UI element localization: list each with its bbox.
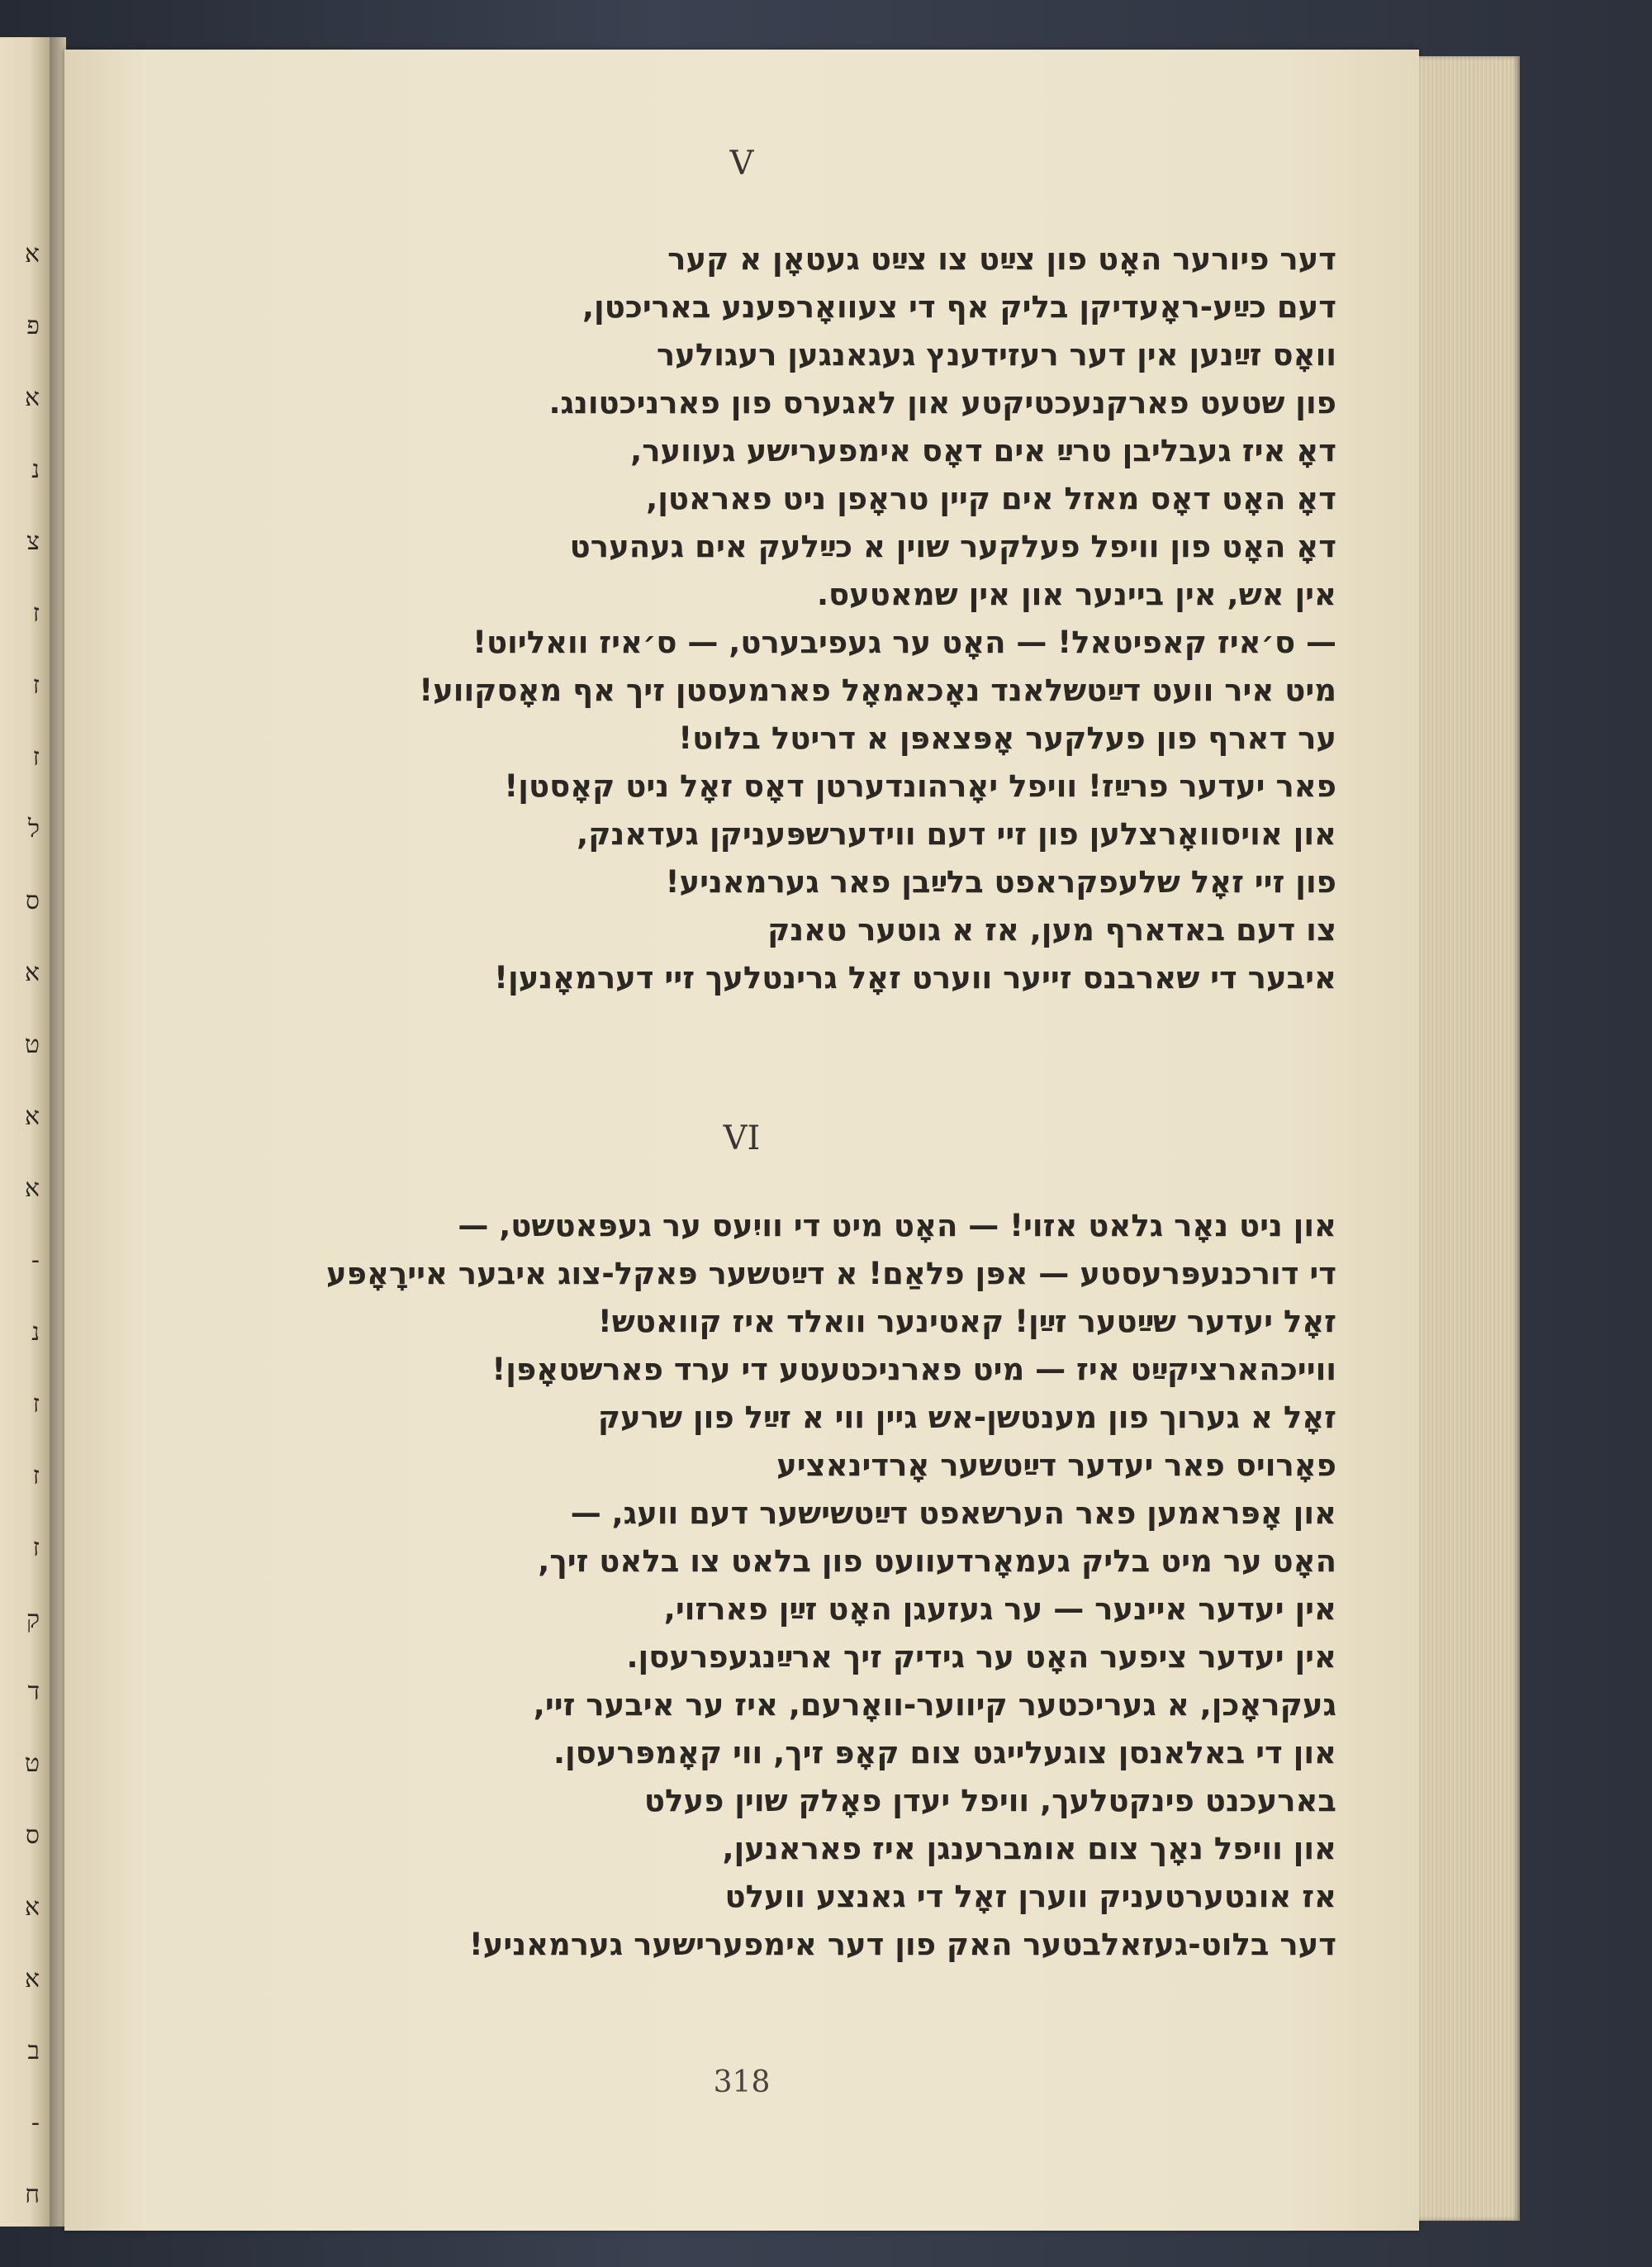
text-line: און אויסוואָרצלען פון זיי דעם ווידערשפּעניקן געדאנק, (577, 816, 1336, 852)
left-page-edge (0, 37, 50, 2227)
left-page-fragment: ז (32, 743, 40, 772)
text-line: דער פיורער האָט פון צײַט צו צײַט געטאָן א קער (667, 241, 1336, 277)
left-page-fragment: א (24, 1174, 40, 1203)
text-line: דאָ האָט פון וויפל פעלקער שוין א כײַלעק אים געהערט (569, 529, 1336, 564)
left-page-fragment: ח (25, 2180, 40, 2209)
text-line: זאָל א גערוך פון מענטשן-אש גיין ווי א זײַל פון שרעק (597, 1400, 1336, 1435)
text-line: איבער די שארבנס זייער ווערט זאָל גרינטלעך זיי דערמאָנען! (494, 960, 1336, 996)
book-gutter (50, 37, 66, 2227)
left-page-fragment: ז (32, 671, 40, 700)
left-page-fragment: א (24, 383, 40, 412)
text-line: און ניט נאָר גלאט אזוי! — האָט מיט די וויִעס ער געפּאטשט, — (458, 1208, 1336, 1243)
left-page-fragment: - (31, 2108, 40, 2137)
section-v-text (238, 235, 1336, 1002)
text-line: אין יעדער ציפער האָט ער גידיק זיך ארײַנגעפרעסן. (626, 1639, 1336, 1675)
left-page-fragment: צ (26, 527, 40, 556)
left-page-fragment: ז (32, 1390, 40, 1419)
left-page-fragment: ק (26, 1605, 40, 1634)
left-page-fragment: נ (31, 455, 40, 484)
text-line: ער דארף פון פעלקער אָפּצאפּן א דריטל בלוט! (678, 720, 1336, 756)
left-page-fragment: א (24, 1893, 40, 1922)
left-page-fragment: א (24, 958, 40, 987)
left-page-fragment: פ (26, 311, 40, 340)
left-page-fragment: א (24, 1965, 40, 1994)
text-line: דאָ האָט דאָס מאזל אים קיין טראָפן ניט פאראטן, (646, 481, 1336, 516)
section-vi-text (238, 1202, 1336, 1969)
text-line: געקראָכן, א געריכטער קיווער-וואָרעם, איז ער איבער זיי, (533, 1687, 1336, 1723)
left-page-fragment: ב (27, 2036, 40, 2065)
left-page-fragment: ט (24, 1749, 40, 1778)
section-heading-vi: VI (723, 1119, 761, 1157)
left-page-fragment: ז (32, 599, 40, 628)
text-line: מיט איר וועט דײַטשלאנד נאָכאמאָל פארמעסטן זיך אף מאָסקווע! (419, 672, 1336, 708)
page-number: 318 (713, 2065, 771, 2099)
text-line: פאר יעדער פרײַז! וויפל יאָרהונדערטן דאָס זאָל ניט קאָסטן! (504, 768, 1336, 804)
text-line: וואָס זײַנען אין דער רעזידענץ געגאנגען רעגולער (656, 337, 1336, 373)
left-page-fragment: ז (32, 1533, 40, 1562)
text-line: צו דעם באדארף מען, אז א גוטער טאנק (767, 912, 1336, 948)
text-line: — ס׳איז קאפיטאל! — האָט ער געפיבערט, — ס׳איז וואליוט! (472, 625, 1336, 660)
left-page-fragment: ט (24, 1030, 40, 1059)
text-line: אז אונטערטעניק ווערן זאָל די גאנצע וועלט (724, 1879, 1336, 1914)
text-line: פאָרויס פאר יעדער דײַטשער אָרדינאציע (776, 1447, 1336, 1483)
left-page-fragment: א (24, 240, 40, 269)
book-page (64, 50, 1419, 2231)
text-line: און די באלאנסן צוגעלייגט צום קאָפּ זיך, ווי קאָמפּרעסן. (553, 1735, 1336, 1770)
left-page-fragment: ס (25, 1821, 40, 1850)
text-line: פון שטעט פארקנעכטיקטע און לאגערס פון פארניכטונג. (548, 385, 1336, 421)
text-line: און אָפּראמען פאר הערשאפט דײַטשישער דעם וועג, — (570, 1495, 1336, 1531)
page-block-edges (1419, 56, 1520, 2221)
section-heading-v: V (729, 145, 754, 183)
text-line: בארעכנט פינקטלעך, וויפל יעדן פאָלק שוין פעלט (643, 1783, 1336, 1818)
text-line: ווייכהארציקײַט איז — מיט פארניכטעטע די ערד פארשטאָפּן! (491, 1352, 1336, 1387)
text-line: דער בלוט-געזאלבטער האק פון דער אימפערישער גערמאניע! (468, 1927, 1336, 1962)
text-line: האָט ער מיט בליק געמאָרדעוועט פון בלאט צו בלאט זיך, (538, 1543, 1336, 1579)
left-page-fragment: - (31, 1246, 40, 1275)
left-page-fragment: ז (32, 1461, 40, 1490)
left-page-fragment: נ (31, 1318, 40, 1347)
text-line: און וויפל נאָך צום אומברענגן איז פאראנען, (722, 1831, 1336, 1866)
left-page-fragment: ל (27, 815, 40, 844)
text-line: דעם כײַע-ראָעדיקן בליק אף די צעוואָרפענע באריכטן, (582, 289, 1336, 325)
text-line: פון זיי זאָל שלעפקראפט בלײַבן פאר גערמאניע! (665, 864, 1336, 900)
left-page-fragment: ד (27, 1677, 40, 1706)
text-line: אין יעדער איינער — ער געזעגן האָט זײַן פארזוי, (663, 1591, 1336, 1627)
left-page-fragment: א (24, 1102, 40, 1131)
text-line: אין אש, אין ביינער און אין שמאטעס. (816, 577, 1336, 612)
text-line: זאָל יעדער שײַטער זײַן! קאטינער וואלד איז קוואטש! (597, 1304, 1336, 1339)
left-page-fragment: ס (25, 886, 40, 915)
text-line: די דורכנעפּרעסטע — אפּן פלאַם! א דײַטשער פּאקל-צוג איבער איירָאָפּע (326, 1256, 1336, 1291)
text-line: דאָ איז געבליבן טרײַ אים דאָס אימפערישע געווער, (630, 433, 1336, 468)
